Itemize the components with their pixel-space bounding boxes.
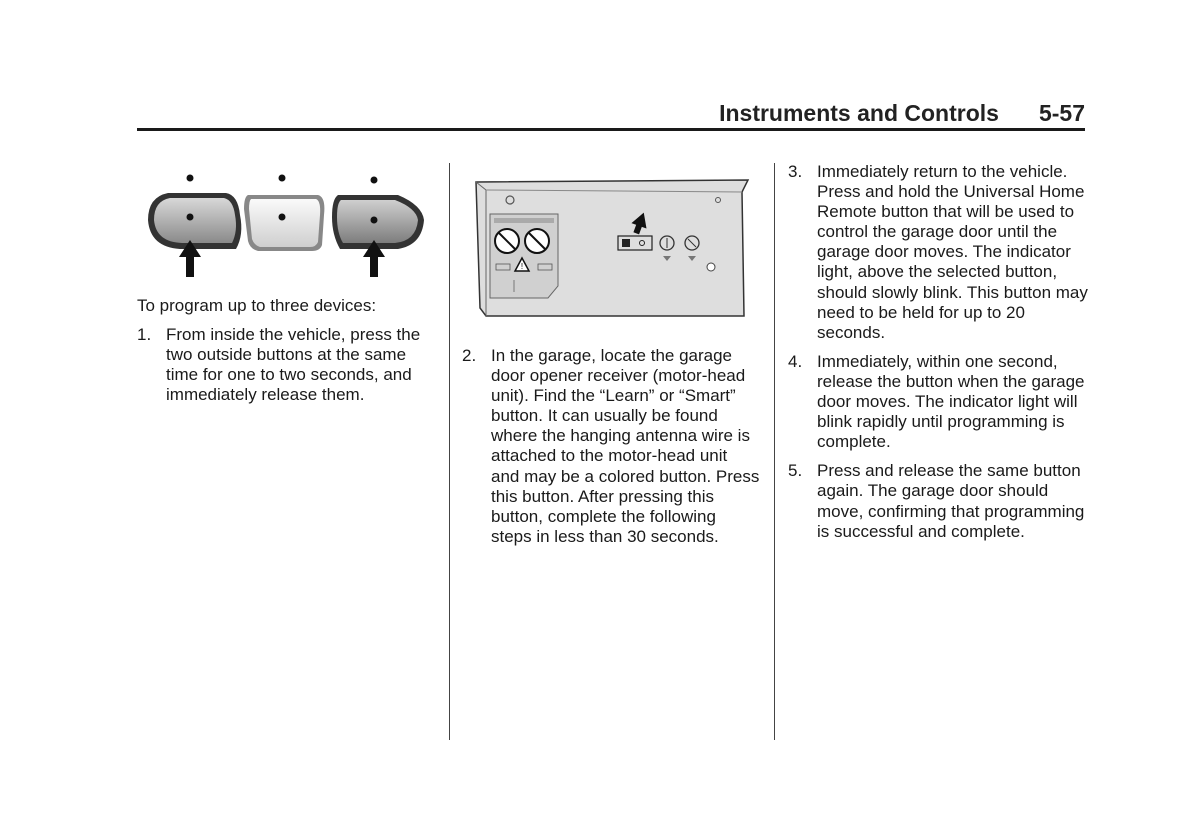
step-item [462, 346, 760, 547]
step-text: From inside the vehicle, press the two outside buttons at the same time for one to two seconds, and immediately release them. [166, 325, 421, 405]
header-rule [137, 128, 1085, 131]
step-text: In the garage, locate the garage door opener receiver (motor-head unit). Find the “Learn” or “Smart” button. It can usually be found where the hanging antenna wire is attached to the motor-head unit and may be a colored button. Press this button. After pressing this button, complete the following steps in less than 30 seconds. [491, 346, 760, 546]
step-item [137, 325, 432, 405]
column-3 [788, 162, 1088, 551]
step-text: Immediately, within one second, release the button when the garage door moves. The indicator light will blink rapidly until programming is complete. [817, 351, 1085, 452]
warning-label-icon [490, 214, 558, 298]
step-number: 4. [788, 351, 803, 371]
step-item [788, 461, 1088, 541]
step-number: 2. [462, 346, 477, 365]
step-number: 1. [137, 325, 152, 345]
step-number: 3. [788, 162, 803, 181]
remote-buttons-figure [140, 165, 430, 280]
section-title: Instruments and Controls [719, 100, 999, 126]
step-item [788, 352, 1088, 452]
indicator-dot-center [279, 175, 286, 182]
right-button-icon [332, 195, 424, 249]
step-text: Press and release the same button again. The garage door should move, confirming that programming is successful and complete. [817, 461, 1085, 541]
indicator-dot-right [371, 177, 378, 184]
steps-list-2 [462, 346, 760, 547]
step-number: 5. [788, 461, 803, 481]
page-header [137, 100, 1085, 130]
indicator-dot-left [187, 175, 194, 182]
column-1 [137, 296, 432, 414]
center-button-icon [244, 195, 324, 251]
page-number: 5-57 [1038, 100, 1085, 126]
left-button-icon [148, 193, 241, 249]
step-item [788, 162, 1088, 343]
column-2 [462, 346, 760, 556]
steps-list-1 [137, 325, 432, 405]
steps-list-3 [788, 162, 1088, 542]
garage-opener-figure [462, 168, 752, 318]
intro-text: To program up to three devices: [137, 296, 377, 315]
indicator-light-icon [707, 263, 715, 271]
step-text: Immediately return to the vehicle. Press and hold the Universal Home Remote button that will be used to control the garage door until the garage door moves. The indicator light, above the selected button, should slowly blink. This button may need to be held for up to 20 seconds. [817, 162, 1088, 342]
column-divider-2 [774, 163, 775, 740]
svg-text:!: ! [520, 262, 524, 271]
column-divider-1 [449, 163, 450, 740]
